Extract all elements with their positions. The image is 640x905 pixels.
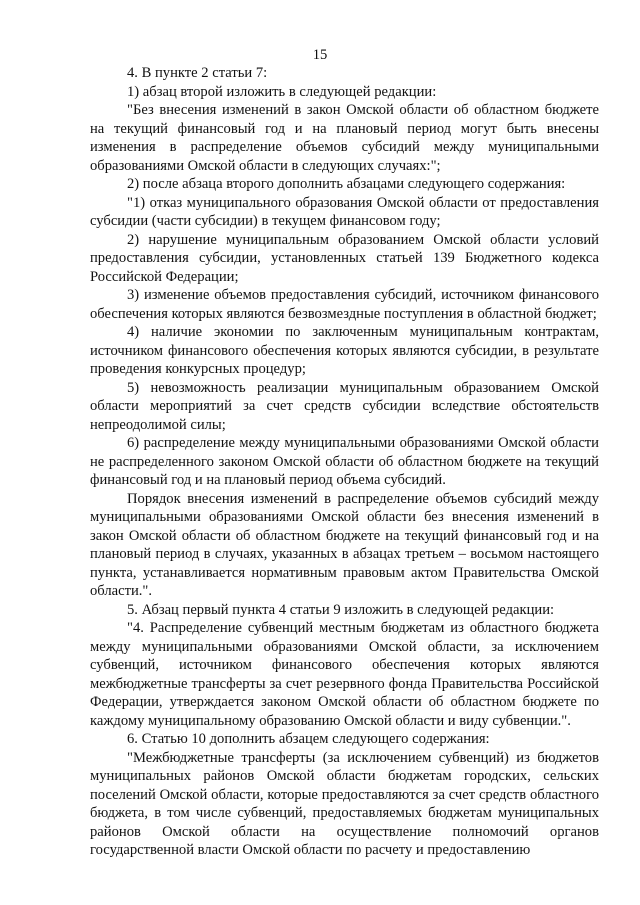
document-body (90, 64, 599, 860)
paragraph-subitem-1: 1) абзац второй изложить в следующей редакции: (127, 83, 437, 100)
paragraph-case-4: 4) наличие экономии по заключенным муниципальным контрактам, источником финансового обеспечения которых являются субсидии, в результате проведения конкурсных процедур; (90, 324, 599, 377)
paragraph-case-1: "1) отказ муниципального образования Омской области от предоставления субсидии (части субсидии) в текущем финансовом году; (90, 194, 599, 229)
paragraph-item-6: 6. Статью 10 дополнить абзацем следующего содержания: (127, 731, 490, 747)
paragraph-case-6: 6) распределение между муниципальными образованиями Омской области не распределенного законом Омской области об областном бюджете на текущий финансовый год и на плановый период объема субсидий. (90, 435, 599, 488)
paragraph-subitem-2: 2) после абзаца второго дополнить абзацами следующего содержания: (127, 176, 566, 192)
paragraph-quote-subventions: "4. Распределение субвенций местным бюджетам из областного бюджета между муниципальными образованиями Омской области, за исключением субвенций, источником финансового обеспечения которых являются межбюджетные трансферты за счет резервного фонда Правительства Российской Федерации, утверждается законом Омской области об областном бюджете по каждому муниципальному образованию Омской области и виду субвенции.". (90, 620, 599, 729)
paragraph-quote-new-wording: "Без внесения изменений в закон Омской области об областном бюджете на текущий финансовый год и на плановый период могут быть внесены изменения в распределение объемов субсидий между муниципальными образованиями Омской области в следующих случаях:"; (90, 102, 599, 174)
page-number: 15 (312, 47, 328, 63)
paragraph-case-2: 2) нарушение муниципальным образованием Омской области условий предоставления субсидии, установленных статьей 139 Бюджетного кодекса Российской Федерации; (90, 231, 599, 285)
paragraph-item-4-heading: 4. В пункте 2 статьи 7: (127, 65, 268, 81)
paragraph-case-3: 3) изменение объемов предоставления субсидий, источником финансового обеспечения которых являются безвозмездные поступления в областной бюджет; (90, 287, 599, 322)
paragraph-item-5: 5. Абзац первый пункта 4 статьи 9 изложить в следующей редакции: (127, 601, 555, 618)
paragraph-case-5: 5) невозможность реализации муниципальным образованием Омской области мероприятий за счет средств субсидии вследствие обстоятельств непреодолимой силы; (90, 379, 599, 433)
paragraph-quote-transfers: "Межбюджетные трансферты (за исключением субвенций) из бюджетов муниципальных районов Омской области бюджетам городских, сельских поселений Омской области, которые предоставляются за счет средств областного бюджета, в том числе субвенций, предоставляемых бюджетам муниципальных районов Омской области на осуществление полномочий органов государственной власти Омской области по расчету и предоставлению (90, 749, 599, 858)
paragraph-procedure: Порядок внесения изменений в распределение объемов субсидий между муниципальными образованиями Омской области без внесения изменений в закон Омской области об областном бюджете на текущий финансовый год и на плановый период в случаях, указанных в абзацах третьем – восьмом настоящего пункта, устанавливается нормативным правовым актом Правительства Омской области.". (90, 490, 599, 599)
